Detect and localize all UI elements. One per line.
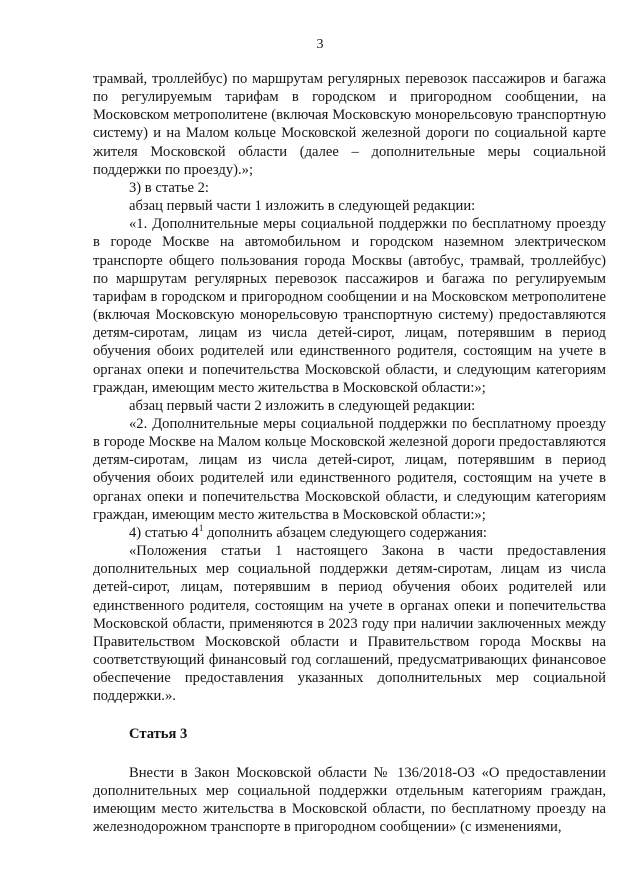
paragraph-quote-part-2: «2. Дополнительные меры социальной поддержки по бесплатному проезду в городе Москве на Малом кольце Московской железной дороги предоставляются детям-сиротам, лицам из числа детей-сирот, лицам, потерявшим в период обучения обоих родителей или единственного родителя, состоящим на учете в органах опеки и попечительства Московской области, и следующим категориям граждан, имеющим место жительства в Московской области:»; — [93, 415, 606, 523]
paragraph-quote-part-1: «1. Дополнительные меры социальной поддержки по бесплатному проезду в городе Москве на автомобильном и городском наземном электрическом транспорте общего пользования города Москвы (автобус, трамвай, троллейбус) по маршрутам регулярных перевозок пассажиров и багажа по регулируемым тарифам в городском и пригородном сообщении и на Московском метрополитене (включая Московскую монорельсовую транспортную систему) предоставляются детям-сиротам, лицам из числа детей-сирот, лицам, потерявшим в период обучения обоих родителей или единственного родителя, состоящим на учете в органах опеки и попечительства Московской области, и следующим категориям граждан, имеющим место жительства в Московской области:»; — [93, 216, 606, 396]
page-number: 3 — [316, 37, 324, 52]
paragraph-instruction-1: абзац первый части 1 изложить в следующей редакции: — [129, 198, 476, 215]
paragraph-instruction-2: абзац первый части 2 изложить в следующей редакции: — [129, 397, 476, 414]
item-4-text-after: дополнить абзацем следующего содержания: — [203, 524, 487, 541]
paragraph-article-3-text: Внести в Закон Московской области № 136/2018-ОЗ «О предоставлении дополнительных мер социальной поддержки отдельным категориям граждан, имеющим место жительства в Московской области, по бесплатному проезду на железнодорожном транспорте в пригородном сообщении» (с изменениями, — [93, 764, 606, 836]
article-superscript: 1 — [198, 523, 204, 534]
paragraph-quote-provisions: «Положения статьи 1 настоящего Закона в части предоставления дополнительных мер социальной поддержки детям-сиротам, лицам из числа детей-сирот, лицам, потерявшим в период обучения обоих родителей или единственного родителя, состоящим на учете в органах опеки и попечительства Московской области, применяются в 2023 году при наличии заключенных между Правительством Московской области и Правительством города Москвы на соответствующий финансовый год соглашений, предусматривающих финансовое обеспечение предоставления указанных дополнительных мер социальной поддержки.». — [93, 543, 606, 705]
document-body — [93, 70, 606, 836]
article-heading: Статья 3 — [129, 726, 188, 743]
spacer — [93, 744, 606, 764]
item-4-text-before: 4) статью 4 — [129, 524, 199, 541]
paragraph-item-3: 3) в статье 2: — [129, 179, 209, 196]
paragraph-item-4 — [93, 524, 606, 542]
paragraph-continuation: трамвай, троллейбус) по маршрутам регулярных перевозок пассажиров и багажа по регулируемым тарифам в городском и пригородном сообщении, на Московском метрополитене (включая Московскую монорельсовую транспортную систему) и на Малом кольце Московской железной дороги по социальной карте жителя Московской области (далее – дополнительные меры социальной поддержки по проезду).»; — [93, 71, 606, 178]
spacer — [93, 705, 606, 725]
